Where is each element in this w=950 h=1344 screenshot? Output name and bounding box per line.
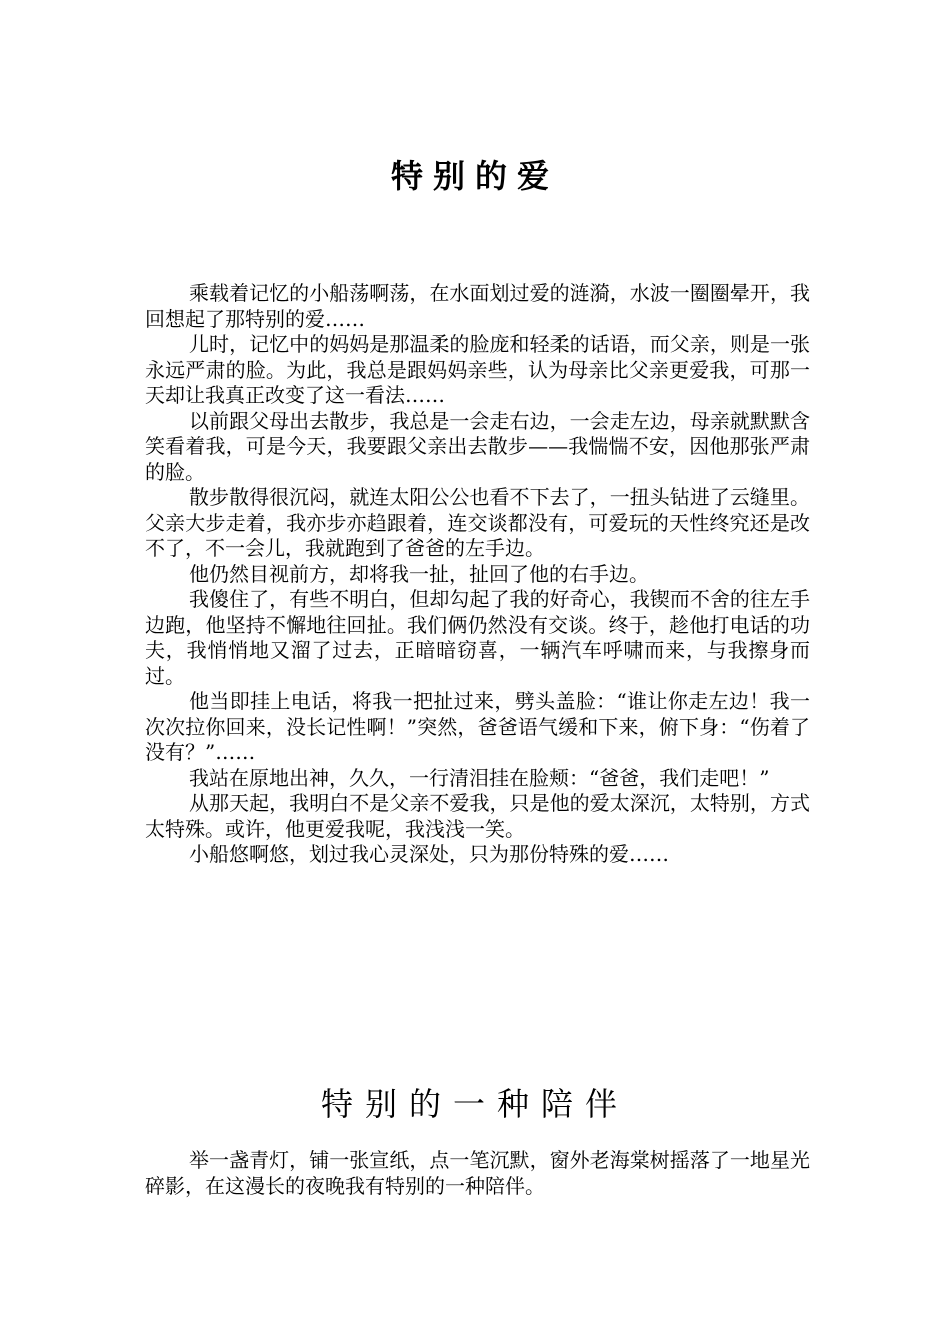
- article-body: [145, 281, 810, 868]
- paragraph: 儿时，记忆中的妈妈是那温柔的脸庞和轻柔的话语，而父亲，则是一张永远严肃的脸。为此，我总是跟妈妈亲些，认为母亲比父亲更爱我，可那一天却让我真正改变了这一看法……: [145, 332, 810, 407]
- paragraph: 乘载着记忆的小船荡啊荡，在水面划过爱的涟漪，水波一圈圈晕开，我回想起了那特别的爱……: [145, 281, 810, 331]
- paragraph: 散步散得很沉闷，就连太阳公公也看不下去了，一扭头钻进了云缝里。父亲大步走着，我亦步亦趋跟着，连交谈都没有，可爱玩的天性终究还是改不了，不一会儿，我就跑到了爸爸的左手边。: [145, 485, 810, 560]
- paragraph: 举一盏青灯，铺一张宣纸，点一笔沉默，窗外老海棠树摇落了一地星光碎影，在这漫长的夜晚我有特别的一种陪伴。: [145, 1148, 810, 1198]
- article-title: 特别的爱: [390, 157, 559, 195]
- paragraph: 他当即挂上电话，将我一把扯过来，劈头盖脸：“谁让你走左边！我一次次拉你回来，没长记性啊！”突然，爸爸语气缓和下来，俯下身：“伤着了没有？”……: [145, 689, 810, 764]
- second-article-title: 特别的一种陪伴: [320, 1085, 629, 1123]
- paragraph: 从那天起，我明白不是父亲不爱我，只是他的爱太深沉，太特别，方式太特殊。或许，他更爱我呢，我浅浅一笑。: [145, 791, 810, 841]
- paragraph: 他仍然目视前方，却将我一扯，扯回了他的右手边。: [189, 561, 649, 586]
- paragraph: 我傻住了，有些不明白，但却勾起了我的好奇心，我锲而不舍的往左手边跑，他坚持不懈地往回扯。我们俩仍然没有交谈。终于，趁他打电话的功夫，我悄悄地又溜了过去，正暗暗窃喜，一辆汽车呼啸而来，与我擦身而过。: [145, 587, 810, 688]
- paragraph: 小船悠啊悠，划过我心灵深处，只为那份特殊的爱……: [189, 842, 669, 866]
- second-article-body: [145, 1148, 810, 1199]
- paragraph: 以前跟父母出去散步，我总是一会走右边，一会走左边，母亲就默默含笑看着我，可是今天，我要跟父亲出去散步——我惴惴不安，因他那张严肃的脸。: [145, 408, 810, 484]
- paragraph: 我站在原地出神，久久，一行清泪挂在脸颊：“爸爸，我们走吧！”: [189, 765, 770, 790]
